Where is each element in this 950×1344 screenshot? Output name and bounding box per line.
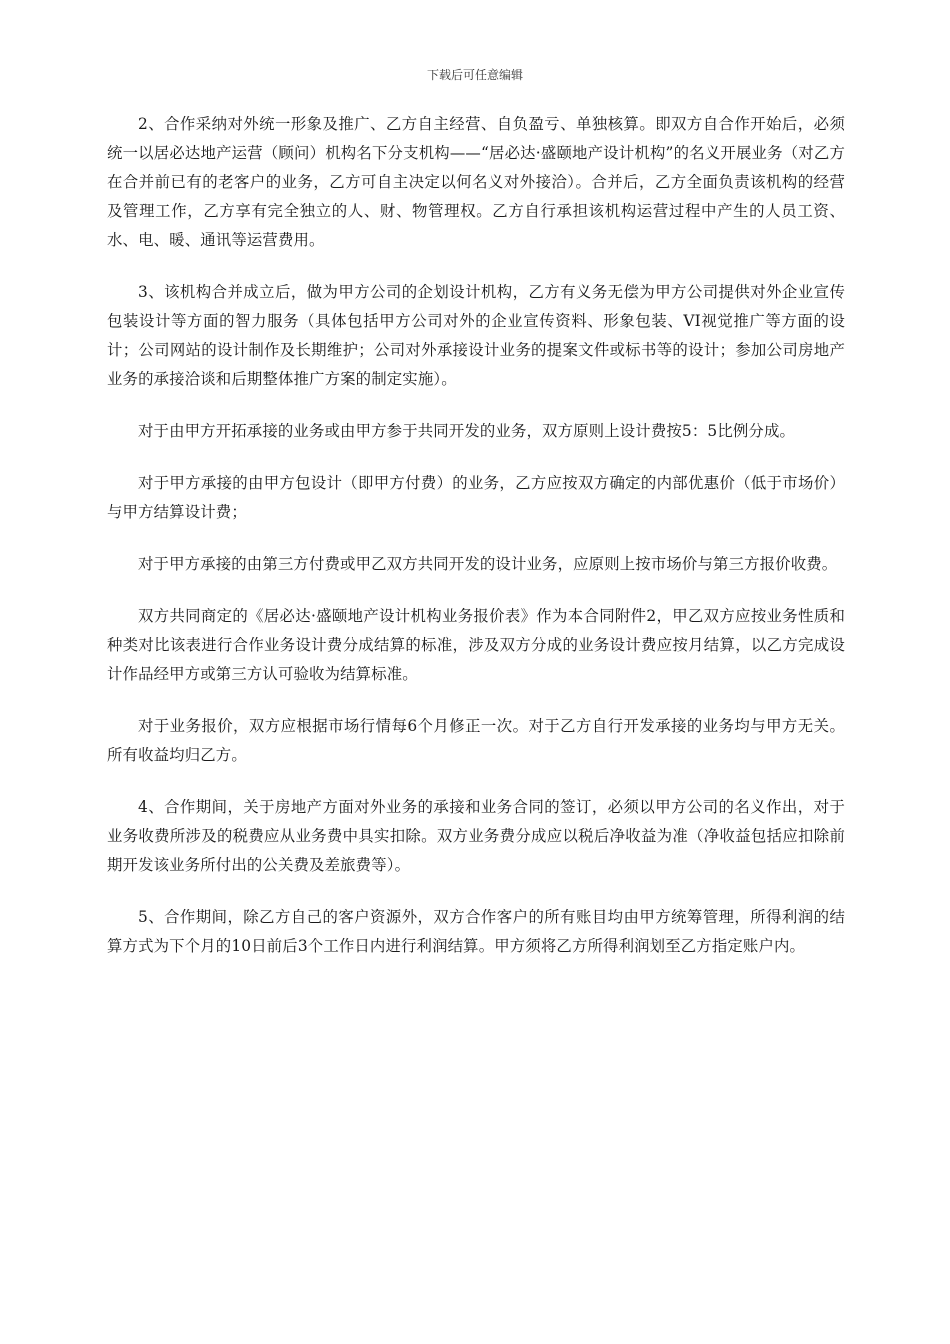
paragraph-clause-3: 3、该机构合并成立后，做为甲方公司的企划设计机构，乙方有义务无偿为甲方公司提供对外企业宣传包装设计等方面的智力服务（具体包括甲方公司对外的企业宣传资料、形象包装、VI视觉推广等方面的设计；公司网站的设计制作及长期维护；公司对外承接设计业务的提案文件或标书等的设计；参加公司房地产业务的承接洽谈和后期整体推广方案的制定实施）。 — [107, 283, 845, 388]
page-header: 下载后可任意编辑 — [426, 68, 523, 82]
paragraph-clause-5: 5、合作期间，除乙方自己的客户资源外，双方合作客户的所有账目均由甲方统筹管理，所得利润的结算方式为下个月的10日前后3个工作日内进行利润结算。甲方须将乙方所得利润划至乙方指定账户内。 — [107, 908, 845, 955]
paragraph-clause-4: 4、合作期间，关于房地产方面对外业务的承接和业务合同的签订，必须以甲方公司的名义作出，对于业务收费所涉及的税费应从业务费中具实扣除。双方业务费分成应以税后净收益为准（净收益包括应扣除前期开发该业务所付出的公关费及差旅费等）。 — [107, 798, 845, 874]
document-body — [107, 110, 845, 984]
paragraph-clause-2: 2、合作采纳对外统一形象及推广、乙方自主经营、自负盈亏、单独核算。即双方自合作开始后，必须统一以居必达地产运营（顾问）机构名下分支机构——“居必达·盛颐地产设计机构”的名义开展业务（对乙方在合并前已有的老客户的业务，乙方可自主决定以何名义对外接洽）。合并后，乙方全面负责该机构的经营及管理工作，乙方享有完全独立的人、财、物管理权。乙方自行承担该机构运营过程中产生的人员工资、水、电、暖、通讯等运营费用。 — [107, 115, 845, 249]
paragraph-internal-price: 对于甲方承接的由甲方包设计（即甲方付费）的业务，乙方应按双方确定的内部优惠价（低于市场价）与甲方结算设计费； — [107, 474, 845, 521]
paragraph-third-party-fee: 对于甲方承接的由第三方付费或甲乙双方共同开发的设计业务，应原则上按市场价与第三方报价收费。 — [138, 555, 838, 573]
paragraph-fee-split: 对于由甲方开拓承接的业务或由甲方参于共同开发的业务，双方原则上设计费按5：5比例分成。 — [138, 422, 796, 440]
paragraph-price-revision: 对于业务报价，双方应根据市场行情每6个月修正一次。对于乙方自行开发承接的业务均与甲方无关。所有收益均归乙方。 — [107, 717, 845, 764]
paragraph-price-list: 双方共同商定的《居必达·盛颐地产设计机构业务报价表》作为本合同附件2，甲乙双方应按业务性质和种类对比该表进行合作业务设计费分成结算的标准，涉及双方分成的业务设计费应按月结算，以乙方完成设计作品经甲方或第三方认可验收为结算标准。 — [107, 607, 845, 683]
